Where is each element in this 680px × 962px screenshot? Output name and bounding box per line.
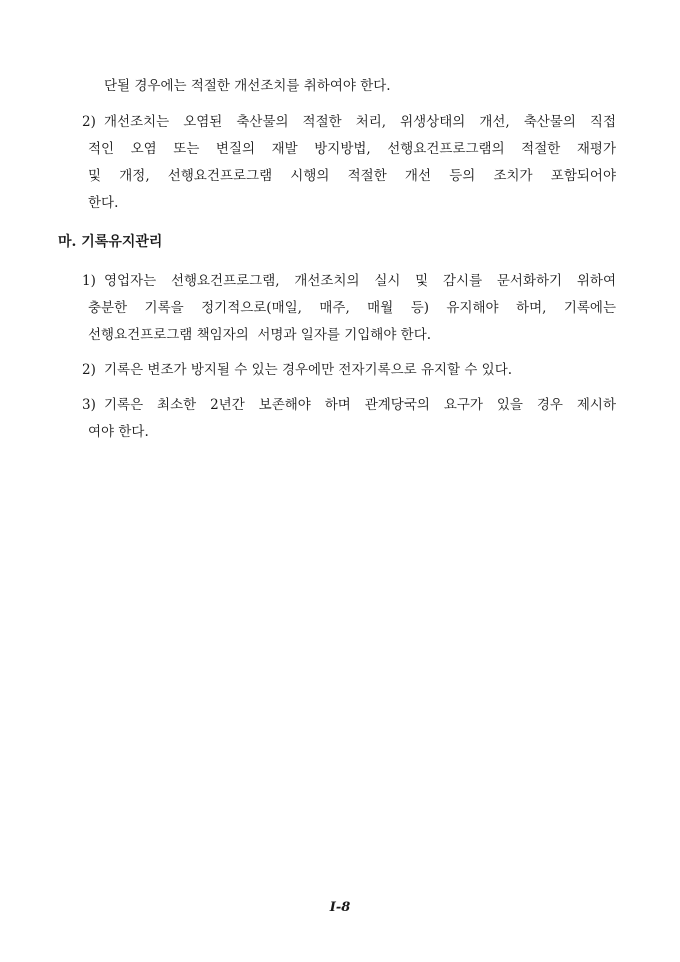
record-1-line-1: 영업자는 선행요건프로그램, 개선조치의 실시 및 감시를 문서화하기 위하여 <box>104 273 616 289</box>
continuation-line: 단될 경우에는 적절한 개선조치를 취하여야 한다. <box>104 78 391 94</box>
record-1-line-3: 선행요건프로그램 책임자의 서명과 일자를 기입해야 한다. <box>88 327 432 343</box>
item-2-line-2: 적인 오염 또는 변질의 재발 방지방법, 선행요건프로그램의 적절한 재평가 <box>88 141 616 157</box>
record-3-line-1: 기록은 최소한 2년간 보존해야 하며 관계당국의 요구가 있을 경우 제시하 <box>104 397 616 413</box>
item-2-number: 2) <box>82 114 96 130</box>
item-2-line-1: 개선조치는 오염된 축산물의 적절한 처리, 위생상태의 개선, 축산물의 직접 <box>104 114 616 130</box>
record-2-line-1: 기록은 변조가 방지될 수 있는 경우에만 전자기록으로 유지할 수 있다. <box>104 362 513 378</box>
record-1-line-2: 충분한 기록을 정기적으로(매일, 매주, 매월 등) 유지해야 하며, 기록에는 <box>88 300 616 316</box>
record-2-number: 2) <box>82 362 96 378</box>
section-heading: 마. 기록유지관리 <box>58 234 163 250</box>
item-2-line-3: 및 개정, 선행요건프로그램 시행의 적절한 개선 등의 조치가 포함되어야 <box>88 168 616 184</box>
record-1-number: 1) <box>82 273 96 289</box>
record-3-number: 3) <box>82 397 96 413</box>
item-2-line-4: 한다. <box>88 195 119 211</box>
record-3-line-2: 여야 한다. <box>88 424 149 440</box>
page-number: I-8 <box>329 900 351 915</box>
